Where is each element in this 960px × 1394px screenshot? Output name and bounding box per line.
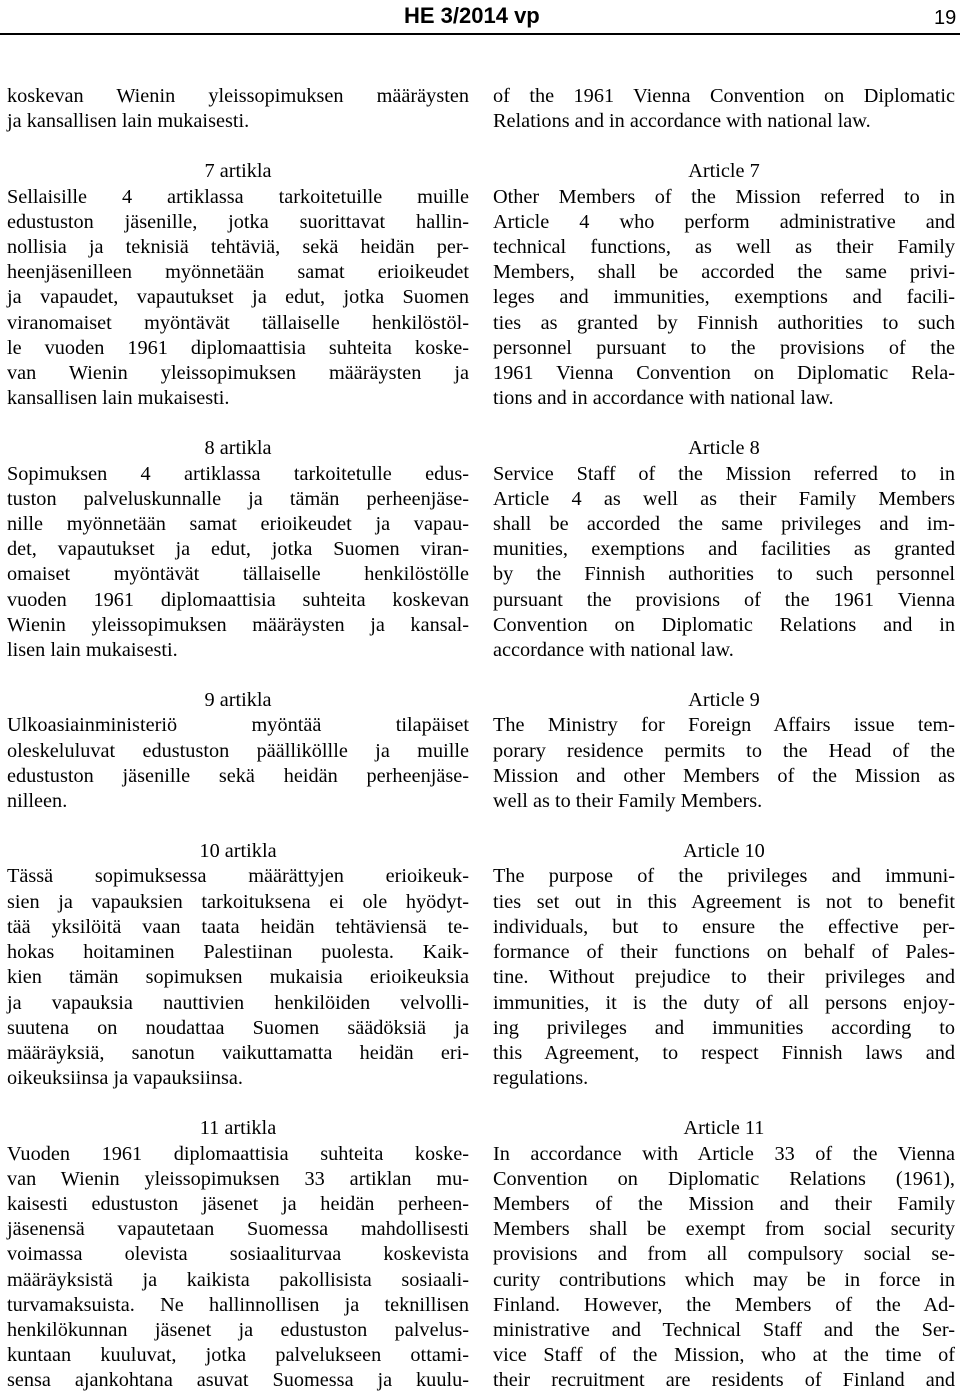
article-body <box>493 462 955 664</box>
text-line: ties as granted by Finnish authorities to such <box>493 311 955 334</box>
text-line: In accordance with Article 33 of the Vienna <box>493 1142 955 1165</box>
article-body <box>7 713 469 814</box>
text-line: vuoden 1961 diplomaattisia suhteita koskevan <box>7 588 469 611</box>
article-body <box>7 462 469 664</box>
article-section <box>493 839 955 1091</box>
text-line: edustuston jäsenille, jotka suorittavat hallin- <box>7 210 469 233</box>
text-line: tää yksilöitä vaan taata heidän tehtäviensä te- <box>7 915 469 938</box>
english-column <box>493 84 955 1394</box>
text-line: accordance with national law. <box>493 639 734 662</box>
article-body <box>493 864 955 1091</box>
text-line: tine. Without prejudice to their privileges and <box>493 966 955 989</box>
article-body <box>7 864 469 1091</box>
article-section <box>7 159 469 411</box>
document-id: HE 3/2014 vp <box>404 3 540 28</box>
text-line: kaisesti edustuston jäsenet ja heidän perheen- <box>7 1192 469 1215</box>
text-line: nollisia ja teknisiä tehtäviä, sekä heidän per- <box>7 236 469 259</box>
text-line: Relations and in accordance with national law. <box>493 110 871 133</box>
text-line: porary residence permits to the Head of the <box>493 739 955 762</box>
page-header <box>0 0 960 36</box>
text-line: Wienin yleissopimuksen määräysten ja kansal- <box>7 613 469 636</box>
text-line: ja vapaudet, vapautukset ja edut, jotka Suomen <box>7 286 469 309</box>
text-line: oikeuksiinsa ja vapauksiinsa. <box>7 1067 244 1090</box>
text-line: shall be accorded the same privileges and im- <box>493 513 955 536</box>
article-title: Article 7 <box>688 160 760 183</box>
text-line: van Wienin yleissopimuksen määräysten ja <box>7 362 469 385</box>
text-line: Article 4 who perform administrative and <box>493 210 955 233</box>
text-line: Mission and other Members of the Mission as <box>493 764 955 787</box>
text-line: curity contributions which may be in force in <box>493 1268 955 1291</box>
text-line: Convention on Diplomatic Relations (1961), <box>493 1167 955 1190</box>
text-line: turvamaksuista. Ne hallinnollisen ja teknillisen <box>7 1293 469 1316</box>
text-line: 1961 Vienna Convention on Diplomatic Rela- <box>493 362 955 385</box>
text-line: kansallisen lain mukaisesti. <box>7 387 230 410</box>
text-line: Service Staff of the Mission referred to in <box>493 462 955 485</box>
text-line: provisions and from all compulsory social se- <box>493 1243 955 1266</box>
text-line: suutena on noudattaa Suomen säädöksiä ja <box>7 1016 469 1039</box>
text-line: personnel pursuant to the provisions of the <box>493 336 955 359</box>
article-section <box>493 159 955 411</box>
article-section <box>7 839 469 1091</box>
text-line: pursuant the provisions of the 1961 Vienna <box>493 588 955 611</box>
text-line: voimassa olevista sosiaaliturvaa koskevista <box>7 1243 469 1266</box>
text-line: omaiset myöntävät tällaiselle henkilöstölle <box>7 563 469 586</box>
article-title: Article 9 <box>688 689 760 712</box>
article-body <box>7 185 469 412</box>
article-section <box>7 688 469 814</box>
text-line: Ulkoasiainministeriö myöntää tilapäiset <box>7 714 469 737</box>
text-line: regulations. <box>493 1067 589 1090</box>
text-line: individuals, but to ensure the effective per- <box>493 915 955 938</box>
text-line: Members of the Mission and their Family <box>493 1192 955 1215</box>
text-line: Sopimuksen 4 artiklassa tarkoitetulle edus- <box>7 462 469 485</box>
right-intro-paragraph <box>493 84 955 134</box>
text-line: det, vapautukset ja edut, jotka Suomen viran- <box>7 538 469 561</box>
text-line: le vuoden 1961 diplomaattisia suhteita koske- <box>7 336 469 359</box>
text-line: their recruitment are residents of Finland and <box>493 1369 955 1392</box>
header-rule <box>0 33 960 35</box>
article-title: 10 artikla <box>199 840 277 863</box>
text-line: koskevan Wienin yleissopimuksen määräysten <box>7 85 469 107</box>
text-line: munities, exemptions and facilities as granted <box>493 538 955 561</box>
text-line: ministrative and Technical Staff and the Ser- <box>493 1318 955 1341</box>
text-line: Members shall be exempt from social security <box>493 1218 955 1241</box>
text-line: ja kansallisen lain mukaisesti. <box>7 110 250 133</box>
article-section <box>7 1116 469 1393</box>
article-title: Article 11 <box>683 1117 765 1140</box>
text-line: tions and in accordance with national law. <box>493 387 834 410</box>
text-line: Other Members of the Mission referred to in <box>493 185 955 208</box>
article-title: Article 8 <box>688 437 760 460</box>
text-line: leges and immunities, exemptions and facili- <box>493 286 955 309</box>
text-line: by the Finnish authorities to such personnel <box>493 563 955 586</box>
article-body <box>493 1142 955 1394</box>
left-intro-paragraph <box>7 84 469 134</box>
article-section <box>7 436 469 663</box>
text-line: viranomaiset myöntävät tällaiselle henkilöstöl- <box>7 311 469 334</box>
text-line: sien ja vapauksien tarkoituksena ei ole hyödyt- <box>7 890 469 913</box>
text-line: this Agreement, to respect Finnish laws and <box>493 1041 955 1064</box>
text-line: formance of their functions on behalf of Pales- <box>493 941 955 964</box>
text-line: sensa ajankohtana asuvat Suomessa ja kuulu- <box>7 1369 469 1392</box>
text-line: The purpose of the privileges and immuni- <box>493 865 955 888</box>
article-title: 11 artikla <box>199 1117 277 1140</box>
article-title: Article 10 <box>683 840 765 863</box>
finnish-column <box>7 84 469 1394</box>
article-body <box>7 1142 469 1394</box>
text-line: heenjäsenilleen myönnetään samat erioikeudet <box>7 261 469 284</box>
article-section <box>493 688 955 814</box>
text-line: määräyksiä, sanotun vaikuttamatta heidän eri- <box>7 1041 469 1064</box>
text-line: Convention on Diplomatic Relations and in <box>493 613 955 636</box>
text-line: määräyksistä ja kaikista pakollisista sosiaali- <box>7 1268 469 1291</box>
article-section <box>493 1116 955 1393</box>
text-line: lisen lain mukaisesti. <box>7 639 178 662</box>
text-line: ja vapauksia nauttivien henkilöiden velvolli- <box>7 991 469 1014</box>
article-body <box>493 713 955 814</box>
article-title: 7 artikla <box>204 160 272 183</box>
text-line: tuston palveluskunnalle ja tämän perheenjäse- <box>7 487 469 510</box>
text-line: Finland. However, the Members of the Ad- <box>493 1293 955 1316</box>
text-line: Article 4 as well as their Family Members <box>493 487 955 510</box>
text-line: The Ministry for Foreign Affairs issue tem- <box>493 714 955 737</box>
text-line: Sellaisille 4 artiklassa tarkoitetuille muille <box>7 185 469 208</box>
text-line: Members, shall be accorded the same privi- <box>493 261 955 284</box>
text-line: of the 1961 Vienna Convention on Diplomatic <box>493 85 955 107</box>
article-title: 8 artikla <box>204 437 272 460</box>
page-number: 19 <box>934 7 957 29</box>
article-title: 9 artikla <box>204 689 272 712</box>
text-line: kien tämän sopimuksen mukaisia erioikeuksia <box>7 966 469 989</box>
text-line: jäsenensä vapautetaan Suomessa mahdollisesti <box>7 1218 469 1241</box>
text-line: hokas hoitaminen Palestiinan puolesta. Kaik- <box>7 941 469 964</box>
text-line: technical functions, as well as their Family <box>493 236 955 259</box>
text-line: nille myönnetään samat erioikeudet ja vapau- <box>7 513 469 536</box>
text-line: van Wienin yleissopimuksen 33 artiklan mu- <box>7 1167 469 1190</box>
text-line: edustuston jäsenille sekä heidän perheenjäse- <box>7 764 469 787</box>
text-line: Tässä sopimuksessa määrättyjen erioikeuk- <box>7 865 469 888</box>
text-line: henkilökunnan jäsenet ja edustuston palvelus- <box>7 1318 469 1341</box>
text-line: immunities, it is the duty of all persons enjoy- <box>493 991 955 1014</box>
text-line: well as to their Family Members. <box>493 790 763 813</box>
text-line: oleskeluluvat edustuston päälliköllle ja muille <box>7 739 469 762</box>
article-body <box>493 185 955 412</box>
text-line: vice Staff of the Mission, who at the time of <box>493 1344 955 1367</box>
text-line: ing privileges and immunities according to <box>493 1016 955 1039</box>
text-line: nilleen. <box>7 790 68 813</box>
article-section <box>493 436 955 663</box>
text-line: ties set out in this Agreement is not to benefit <box>493 890 955 913</box>
text-line: kuntaan kuuluvat, jotka palvelukseen ottami- <box>7 1344 469 1367</box>
text-line: Vuoden 1961 diplomaattisia suhteita koske- <box>7 1142 469 1165</box>
